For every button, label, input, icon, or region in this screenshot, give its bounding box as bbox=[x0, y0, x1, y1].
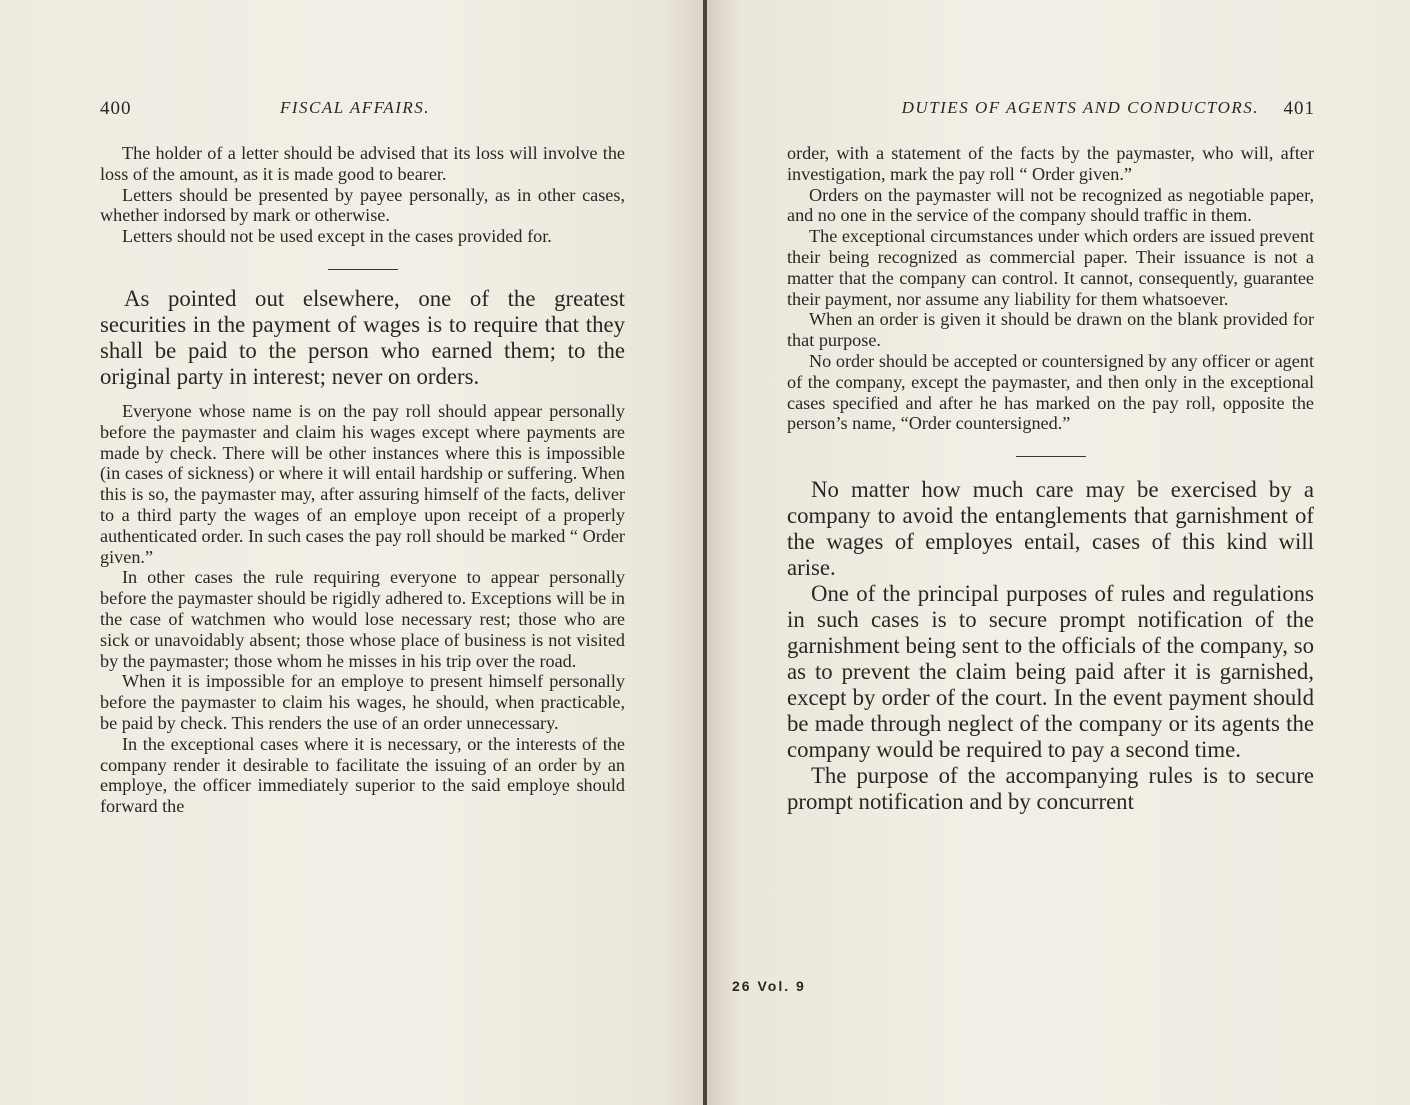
right-text-column bbox=[787, 143, 1314, 815]
right-small-block bbox=[787, 143, 1314, 434]
left-small-block-2 bbox=[100, 401, 625, 817]
paragraph: As pointed out elsewhere, one of the greatest securities in the payment of wages is to require that they shall be paid to the person who earned them; to the original party in interest; never on orders. bbox=[100, 285, 625, 389]
right-large-block bbox=[787, 477, 1314, 815]
book-gutter bbox=[703, 0, 707, 1105]
paragraph: In other cases the rule requiring everyone to appear personally before the paymaster should be rigidly adhered to. Exceptions will be in the case of watchmen who would lose necessary rest; those who are sick or unavoidably absent; those whose place of business is not visited by the paymaster; those whom he misses in his trip over the road. bbox=[100, 567, 625, 671]
right-running-head bbox=[805, 98, 1315, 122]
paragraph: One of the principal purposes of rules and regulations in such cases is to secure prompt notification of the garnishment being sent to the officials of the company, so as to prevent the claim being paid after it is garnished, except by order of the court. In the event payment should be made through neglect of the company or its agents the company would be required to pay a second time. bbox=[787, 581, 1314, 763]
paragraph: When it is impossible for an employe to present himself personally before the paymaster to claim his wages, he should, when practicable, be paid by check. This renders the use of an order unnecessary. bbox=[100, 671, 625, 733]
paragraph: Everyone whose name is on the pay roll should appear personally before the paymaster and claim his wages except where payments are made by check. There will be other instances where this is impossible (in cases of sickness) or where it will entail hardship or suffering. When this is so, the paymaster may, after assuring himself of the facts, deliver to a third party the wages of an employe upon receipt of a properly authenticated order. In such cases the pay roll should be marked “ Order given.” bbox=[100, 400, 625, 567]
paragraph: order, with a statement of the facts by the paymaster, who will, after investigation, mark the pay roll “ Order given.” bbox=[787, 143, 1314, 184]
right-page bbox=[705, 0, 1410, 1105]
left-large-block bbox=[100, 286, 625, 390]
section-rule bbox=[328, 269, 398, 270]
paragraph: No matter how much care may be exercised by a company to avoid the entanglements that garnishment of the wages of employes entail, cases of this kind will arise. bbox=[787, 477, 1314, 581]
paragraph: Letters should be presented by payee personally, as in other cases, whether indorsed by mark or otherwise. bbox=[100, 184, 625, 226]
paragraph: The holder of a letter should be advised that its loss will involve the loss of the amount, as it is made good to bearer. bbox=[100, 143, 625, 184]
left-running-head bbox=[100, 98, 625, 122]
left-running-title: FISCAL AFFAIRS. bbox=[280, 98, 430, 117]
paragraph: Orders on the paymaster will not be recognized as negotiable paper, and no one in the service of the company should traffic in them. bbox=[787, 184, 1314, 226]
right-running-title: DUTIES OF AGENTS AND CONDUCTORS. bbox=[901, 98, 1259, 117]
left-text-column bbox=[100, 143, 625, 817]
paragraph: No order should be accepted or countersigned by any officer or agent of the company, except the paymaster, and then only in the exceptional cases specified and after he has marked on the pay roll, opposite the person’s name, “Order countersigned.” bbox=[787, 350, 1314, 434]
left-small-block-1 bbox=[100, 143, 625, 247]
paragraph: When an order is given it should be drawn on the blank provided for that purpose. bbox=[787, 309, 1314, 351]
signature-mark: 26 Vol. 9 bbox=[732, 978, 806, 994]
paragraph: The exceptional circumstances under which orders are issued prevent their being recognized as commercial paper. Their issuance is not a matter that the company can control. It cannot, consequently, guarantee their payment, nor assume any liability for them whatsoever. bbox=[787, 226, 1315, 309]
paragraph: In the exceptional cases where it is necessary, or the interests of the company render it desirable to facilitate the issuing of an order by an employe, the officer immediately superior to the said employe should forward the bbox=[100, 733, 625, 817]
left-folio: 400 bbox=[100, 98, 132, 119]
section-rule bbox=[1016, 456, 1086, 457]
paragraph: Letters should not be used except in the cases provided for. bbox=[122, 226, 552, 247]
right-folio: 401 bbox=[1283, 98, 1315, 119]
paragraph: The purpose of the accompanying rules is to secure prompt notification and by concurrent bbox=[787, 763, 1314, 815]
